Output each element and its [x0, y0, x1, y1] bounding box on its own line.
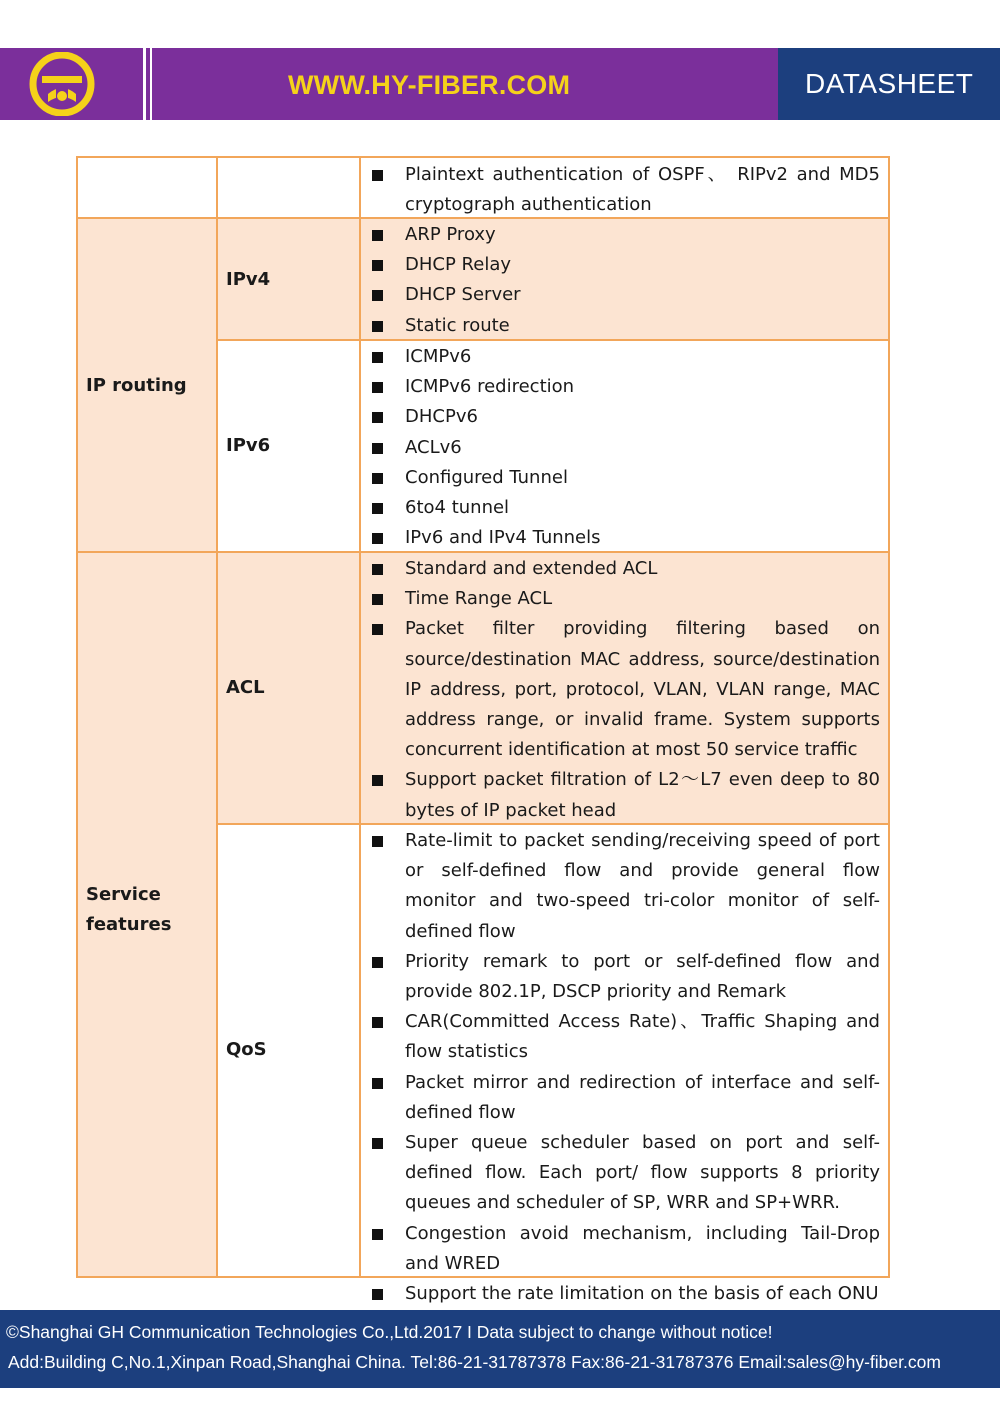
list-item: Packet filter providing filtering based on source/destination MAC address, source/destination IP address, port, protocol, VLAN, VLAN range, MAC address range, or invalid frame. System supports concurrent identification at most 50 service traffic [361, 614, 888, 765]
spec-table [76, 156, 890, 1305]
subcategory-cell-ipv6 [216, 339, 361, 553]
subcategory-label: IPv6 [226, 435, 271, 456]
list-item: DHCPv6 [361, 402, 888, 432]
list-item: ACLv6 [361, 433, 888, 463]
list-item: Super queue scheduler based on port and self-defined flow. Each port/ flow supports 8 priority queues and scheduler of SP, WRR and SP+WRR. [361, 1128, 888, 1219]
table-cell-items [359, 217, 890, 341]
subcategory-cell-qos [216, 823, 361, 1278]
table-cell-items [359, 551, 890, 825]
table-cell-items [359, 339, 890, 553]
category-cell-service-features [76, 551, 218, 1278]
list-item: Time Range ACL [361, 584, 888, 614]
header-divider [143, 48, 146, 120]
table-cell-items [359, 823, 890, 1305]
list-item: Support the rate limitation on the basis of each ONU [361, 1279, 888, 1309]
list-item: Packet mirror and redirection of interface and self-defined flow [361, 1068, 888, 1128]
list-item: CAR(Committed Access Rate)、Traffic Shaping and flow statistics [361, 1007, 888, 1067]
footer-contact[interactable]: Add:Building C,No.1,Xinpan Road,Shanghai China. Tel:86-21-31787378 Fax:86-21-31787376 Email:sales@hy-fiber.com [8, 1352, 941, 1372]
list-item: Configured Tunnel [361, 463, 888, 493]
list-item: DHCP Server [361, 280, 888, 310]
header-divider [150, 48, 152, 120]
list-item: DHCP Relay [361, 250, 888, 280]
subcategory-cell-acl [216, 551, 361, 825]
category-label: IP routing [86, 375, 187, 396]
subcategory-label: QoS [226, 1039, 267, 1060]
list-item: Rate-limit to packet sending/receiving speed of port or self-defined flow and provide general flow monitor and two-speed tri-color monitor of self-defined flow [361, 826, 888, 947]
list-item: Standard and extended ACL [361, 554, 888, 584]
datasheet-label: DATASHEET [805, 68, 974, 99]
list-item: Static route [361, 311, 888, 341]
table-cell-empty [76, 156, 218, 219]
list-item: ARP Proxy [361, 220, 888, 250]
category-label: Service [86, 884, 161, 905]
page-header [0, 48, 1000, 120]
subcategory-label: IPv4 [226, 269, 271, 290]
list-item: ICMPv6 redirection [361, 372, 888, 402]
list-item: ICMPv6 [361, 342, 888, 372]
table-cell-items [359, 156, 890, 219]
subcategory-label: ACL [226, 677, 265, 698]
footer-copyright: ©Shanghai GH Communication Technologies Co.,Ltd.2017 I Data subject to change without notice! [6, 1322, 773, 1342]
header-navy-band [778, 48, 1000, 120]
list-item: Support packet filtration of L2～L7 even deep to 80 bytes of IP packet head [361, 765, 888, 825]
list-item: 6to4 tunnel [361, 493, 888, 523]
website-url[interactable]: WWW.HY-FIBER.COM [288, 70, 571, 100]
list-item: Priority remark to port or self-defined flow and provide 802.1P, DSCP priority and Remark [361, 947, 888, 1007]
list-item: Congestion avoid mechanism, including Tail-Drop and WRED [361, 1219, 888, 1279]
category-label: features [86, 914, 172, 935]
subcategory-cell-ipv4 [216, 217, 361, 341]
list-item: Plaintext authentication of OSPF、 RIPv2 and MD5 cryptograph authentication [361, 160, 888, 220]
category-cell-ip-routing [76, 217, 218, 553]
company-logo-icon [28, 52, 96, 116]
list-item: IPv6 and IPv4 Tunnels [361, 523, 888, 553]
page-footer [0, 1310, 1000, 1388]
table-cell-empty [216, 156, 361, 219]
